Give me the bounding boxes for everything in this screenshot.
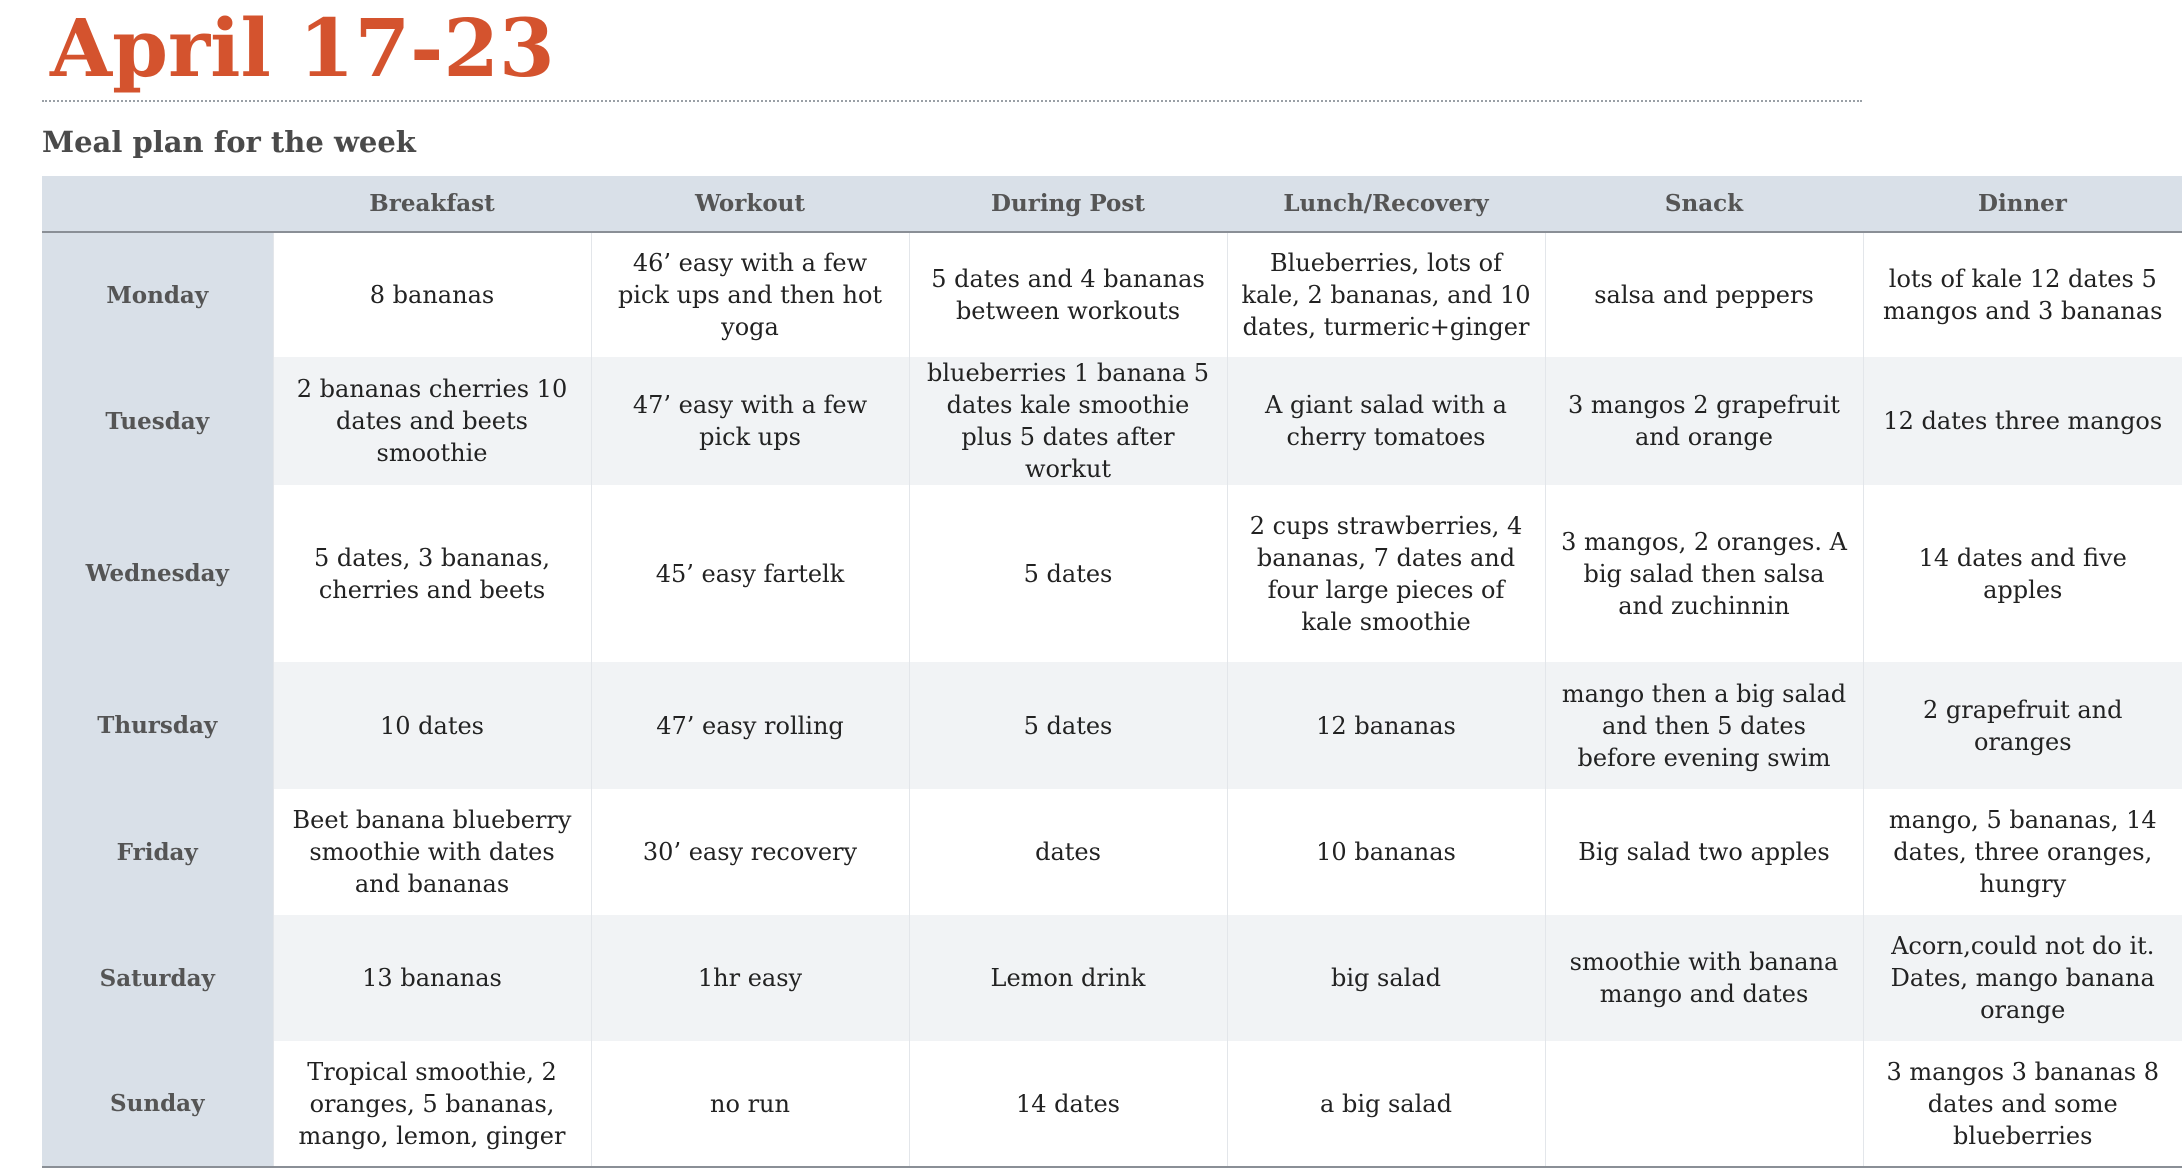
row-header-day: Wednesday bbox=[42, 485, 273, 662]
row-header-day: Sunday bbox=[42, 1041, 273, 1167]
table-cell: 12 dates three mangos bbox=[1863, 357, 2182, 485]
table-cell: A giant salad with a cherry tomatoes bbox=[1227, 357, 1545, 485]
table-row bbox=[42, 662, 2182, 789]
table-cell: 47’ easy rolling bbox=[591, 662, 909, 789]
header-corner bbox=[42, 176, 273, 232]
table-cell bbox=[1545, 1041, 1863, 1167]
table-cell: Beet banana blueberry smoothie with dates and bananas bbox=[273, 789, 591, 915]
table-cell: 5 dates bbox=[909, 485, 1227, 662]
table-cell: 14 dates and five apples bbox=[1863, 485, 2182, 662]
column-header-during-post: During Post bbox=[909, 176, 1227, 232]
table-cell: Acorn,could not do it. Dates, mango banana orange bbox=[1863, 915, 2182, 1041]
table-row bbox=[42, 1041, 2182, 1167]
table-cell: 5 dates and 4 bananas between workouts bbox=[909, 232, 1227, 357]
column-header-lunch-recovery: Lunch/Recovery bbox=[1227, 176, 1545, 232]
table-cell: 2 grapefruit and oranges bbox=[1863, 662, 2182, 789]
row-header-day: Saturday bbox=[42, 915, 273, 1041]
table-cell: blueberries 1 banana 5 dates kale smoothie plus 5 dates after workut bbox=[909, 357, 1227, 485]
row-header-day: Friday bbox=[42, 789, 273, 915]
meal-plan-table bbox=[42, 176, 2182, 1168]
table-cell: 12 bananas bbox=[1227, 662, 1545, 789]
page-subtitle: Meal plan for the week bbox=[42, 125, 416, 159]
table-row bbox=[42, 789, 2182, 915]
table-cell: lots of kale 12 dates 5 mangos and 3 bananas bbox=[1863, 232, 2182, 357]
table-cell: Lemon drink bbox=[909, 915, 1227, 1041]
column-header-workout: Workout bbox=[591, 176, 909, 232]
header-row bbox=[42, 176, 2182, 232]
table-cell: 2 cups strawberries, 4 bananas, 7 dates and four large pieces of kale smoothie bbox=[1227, 485, 1545, 662]
table-cell: Tropical smoothie, 2 oranges, 5 bananas, mango, lemon, ginger bbox=[273, 1041, 591, 1167]
column-header-snack: Snack bbox=[1545, 176, 1863, 232]
table-cell: 3 mangos 3 bananas 8 dates and some blueberries bbox=[1863, 1041, 2182, 1167]
table-cell: 1hr easy bbox=[591, 915, 909, 1041]
table-cell: 5 dates, 3 bananas, cherries and beets bbox=[273, 485, 591, 662]
table-cell: 46’ easy with a few pick ups and then hot yoga bbox=[591, 232, 909, 357]
table-cell: 13 bananas bbox=[273, 915, 591, 1041]
table-cell: 14 dates bbox=[909, 1041, 1227, 1167]
table-cell: 5 dates bbox=[909, 662, 1227, 789]
table-row bbox=[42, 357, 2182, 485]
table-cell: dates bbox=[909, 789, 1227, 915]
table-cell: mango then a big salad and then 5 dates before evening swim bbox=[1545, 662, 1863, 789]
table-row bbox=[42, 915, 2182, 1041]
table-cell: mango, 5 bananas, 14 dates, three oranges, hungry bbox=[1863, 789, 2182, 915]
table-cell: 8 bananas bbox=[273, 232, 591, 357]
table-cell: 10 bananas bbox=[1227, 789, 1545, 915]
table-cell: 30’ easy recovery bbox=[591, 789, 909, 915]
table-cell: 10 dates bbox=[273, 662, 591, 789]
column-header-dinner: Dinner bbox=[1863, 176, 2182, 232]
table-cell: big salad bbox=[1227, 915, 1545, 1041]
column-header-breakfast: Breakfast bbox=[273, 176, 591, 232]
table-cell: Big salad two apples bbox=[1545, 789, 1863, 915]
row-header-day: Tuesday bbox=[42, 357, 273, 485]
table-cell: 45’ easy fartelk bbox=[591, 485, 909, 662]
table-cell: Blueberries, lots of kale, 2 bananas, and 10 dates, turmeric+ginger bbox=[1227, 232, 1545, 357]
table-cell: salsa and peppers bbox=[1545, 232, 1863, 357]
table-cell: smoothie with banana mango and dates bbox=[1545, 915, 1863, 1041]
table-cell: 3 mangos, 2 oranges. A big salad then salsa and zuchinnin bbox=[1545, 485, 1863, 662]
title-divider bbox=[42, 100, 1862, 102]
table-cell: 2 bananas cherries 10 dates and beets smoothie bbox=[273, 357, 591, 485]
table-row bbox=[42, 232, 2182, 357]
table-row bbox=[42, 485, 2182, 662]
table-cell: 47’ easy with a few pick ups bbox=[591, 357, 909, 485]
table-cell: a big salad bbox=[1227, 1041, 1545, 1167]
table-cell: 3 mangos 2 grapefruit and orange bbox=[1545, 357, 1863, 485]
page-title: April 17-23 bbox=[50, 1, 555, 95]
table-cell: no run bbox=[591, 1041, 909, 1167]
row-header-day: Monday bbox=[42, 232, 273, 357]
row-header-day: Thursday bbox=[42, 662, 273, 789]
